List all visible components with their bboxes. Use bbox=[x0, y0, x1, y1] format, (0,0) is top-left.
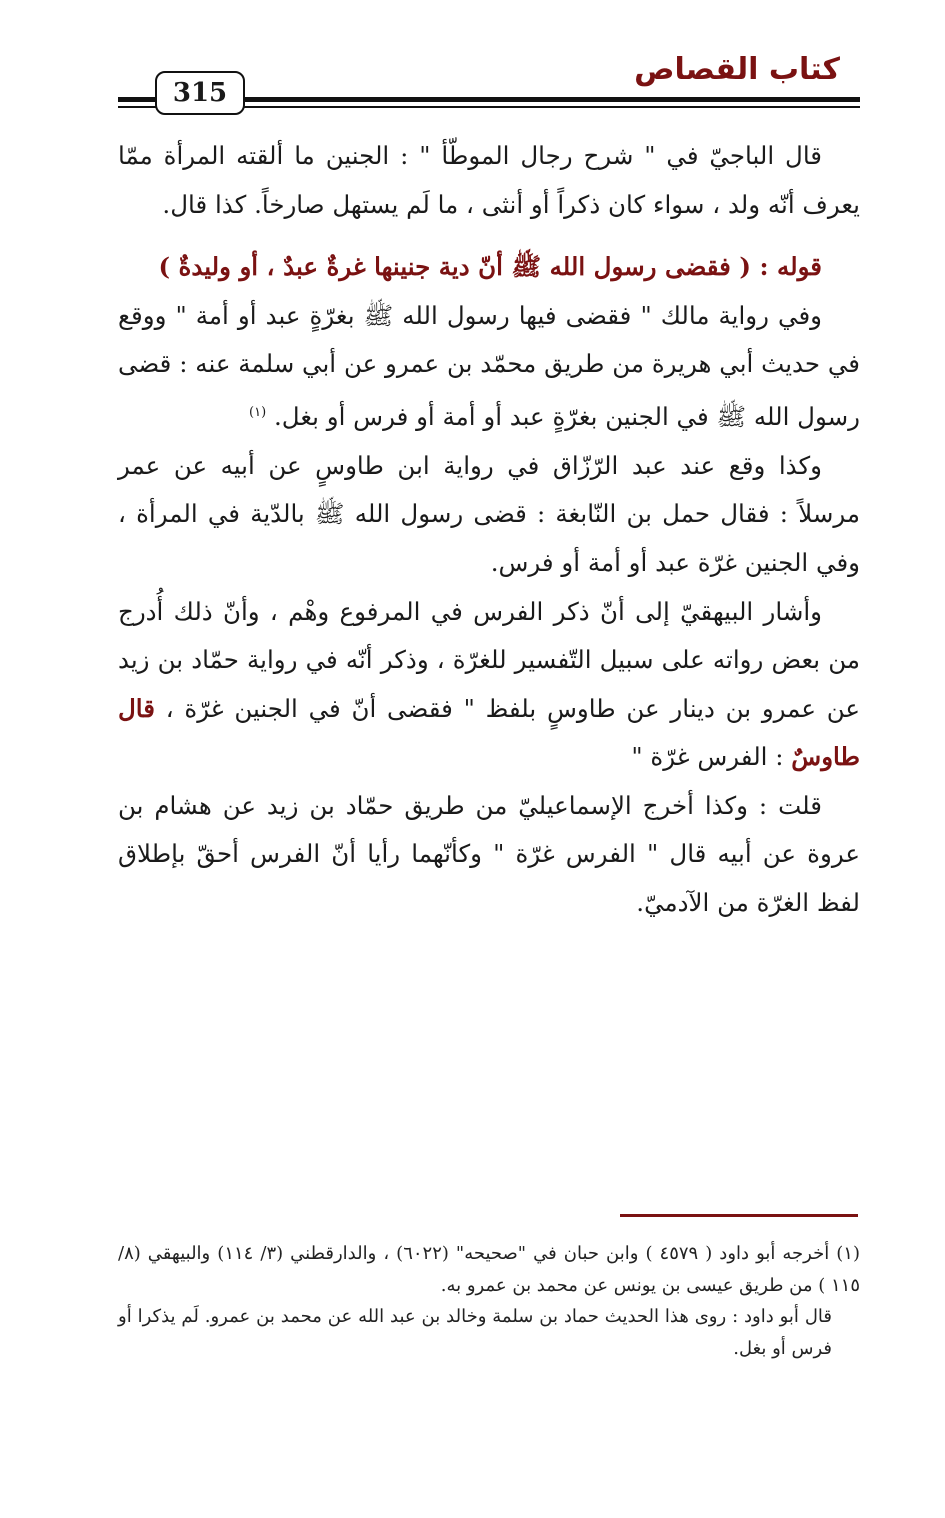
footnotes bbox=[118, 1238, 860, 1364]
footnote-1: (١) أخرجه أبو داود ( ٤٥٧٩ ) وابن حبان في "صحيحه" (٦٠٢٢) ، والدارقطني (٣/ ١١٤) والبيهقي (٨/ ١١٥ ) من طريق عيسى بن يونس عن محمد بن عمرو به. bbox=[118, 1243, 860, 1296]
paragraph-5-text: وأشار البيهقيّ إلى أنّ ذكر الفرس في المرفوع وهْم ، وأنّ ذلك أُدرج من بعض رواته على سبيل التّفسير للغرّة ، وذكر أنّه في رواية حمّاد بن زيد عن عمرو بن دينار عن طاوسٍ بلفظ " فقضى أنّ في الجنين غرّة ، bbox=[118, 596, 860, 723]
paragraph-6: قلت : وكذا أخرج الإسماعيليّ من طريق حمّاد بن زيد عن هشام بن عروة عن أبيه قال " الفرس غرّة " وكأنّهما رأيا أنّ الفرس أحقّ بإطلاق لفظ الغرّة من الآدميّ. bbox=[118, 790, 860, 918]
paragraph-3-text: وفي رواية مالك " فقضى فيها رسول الله ﷺ بغرّةٍ عبد أو أمة " ووقع في حديث أبي هريرة من طريق محمّد بن عمرو عن أبي سلمة عنه : قضى رسول الله ﷺ في الجنين بغرّةٍ عبد أو أمة أو فرس أو بغل. bbox=[118, 300, 860, 432]
footnote-1-note: قال أبو داود : روى هذا الحديث حماد بن سلمة وخالد بن عبد الله عن محمد بن عمرو. لَم يذكرا أو فرس أو بغل. bbox=[118, 1306, 832, 1359]
page-header bbox=[0, 0, 945, 120]
paragraph-1: قال الباجيّ في " شرح رجال الموطّأ " : الجنين ما ألقته المرأة ممّا يعرف أنّه ولد ، سواء كان ذكراً أو أنثى ، ما لَم يستهل صارخاً. كذا قال. bbox=[118, 141, 860, 219]
footnote-divider bbox=[620, 1214, 858, 1217]
paragraph-5-tail: : الفرس غرّة " bbox=[631, 742, 792, 772]
footnote-reference[interactable]: (١) bbox=[249, 404, 267, 420]
book-title: كتاب القصاص bbox=[634, 52, 840, 87]
paragraph-3 bbox=[118, 292, 860, 442]
page-number: 315 bbox=[155, 71, 245, 115]
paragraph-4: وكذا وقع عند عبد الرّزّاق في رواية ابن طاوسٍ عن أبيه عن عمر مرسلاً : فقال حمل بن النّابغة : قضى رسول الله ﷺ بالدّية في المرأة ، وفي الجنين غرّة عبد أو أمة أو فرس. bbox=[118, 450, 860, 577]
commentary-heading: قوله : ( فقضى رسول الله ﷺ أنّ دية جنينها غرةٌ عبدٌ ، أو وليدةٌ ) bbox=[158, 252, 822, 282]
paragraph-5 bbox=[118, 588, 860, 782]
tawus-label: قال طاوسٌ bbox=[118, 693, 860, 772]
main-text bbox=[118, 132, 860, 928]
